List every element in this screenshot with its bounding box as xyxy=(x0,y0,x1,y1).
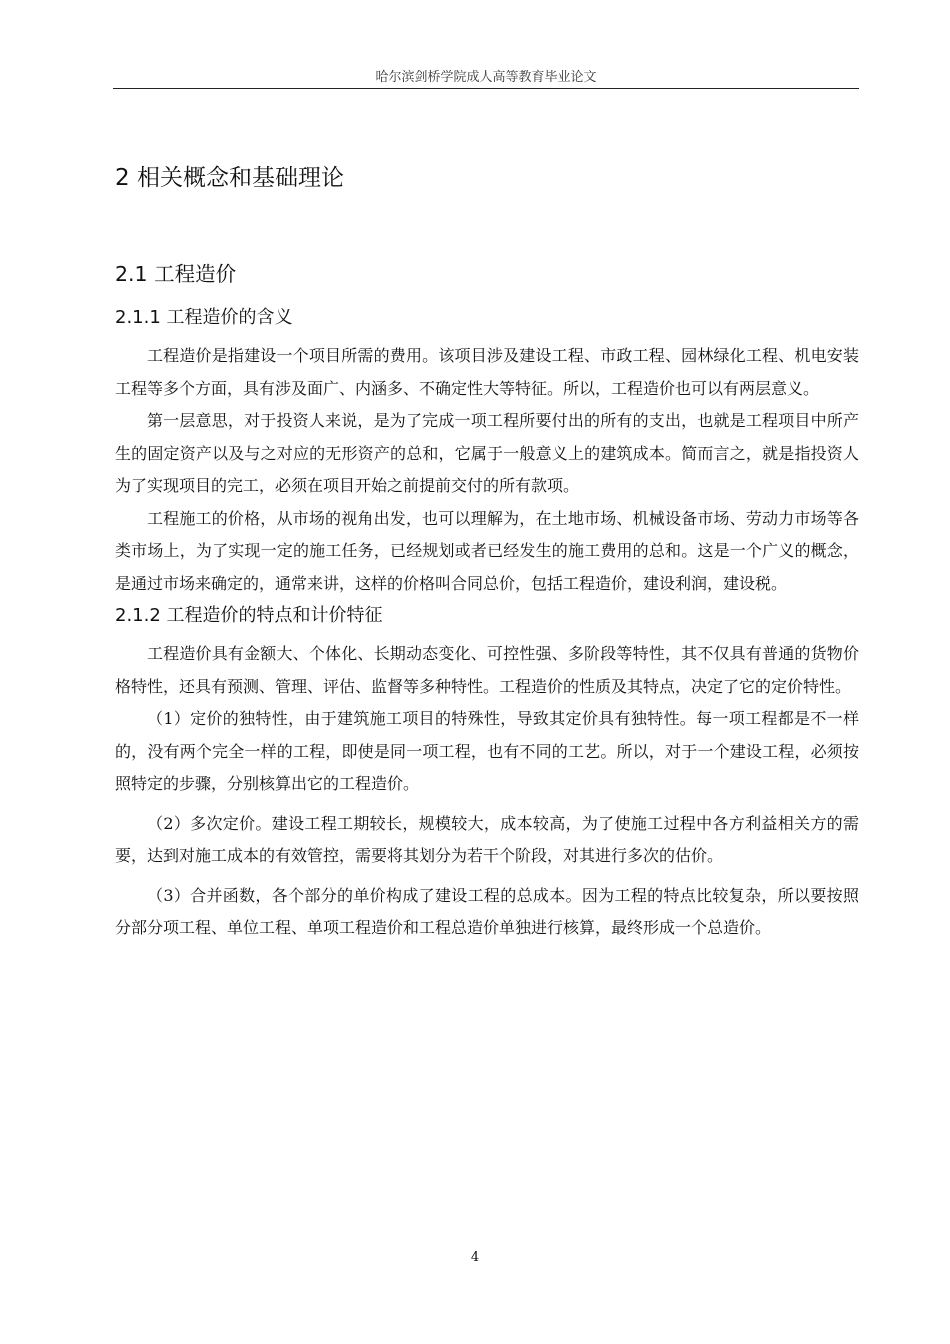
subsection-title-characteristics: 2.1.2 工程造价的特点和计价特征 xyxy=(115,605,383,626)
paragraph: 工程施工的价格，从市场的视角出发，也可以理解为，在土地市场、机械设备市场、劳动力市场等各类市场上，为了实现一定的施工任务，已经规划或者已经发生的施工费用的总和。这是一个广义的概念，是通过市场来确定的，通常来讲，这样的价格叫合同总价，包括工程造价，建设利润，建设税。 xyxy=(115,508,859,593)
list-item-paragraph: （1）定价的独特性，由于建筑施工项目的特殊性，导致其定价具有独特性。每一项工程都是不一样的，没有两个完全一样的工程，即使是同一项工程，也有不同的工艺。所以，对于一个建设工程，必须按照特定的步骤，分别核算出它的工程造价。 xyxy=(115,709,859,793)
list-item-paragraph: （3）合并函数，各个部分的单价构成了建设工程的总成本。因为工程的特点比较复杂，所以要按照分部分项工程、单位工程、单项工程造价和工程总造价单独进行核算，最终形成一个总造价。 xyxy=(115,885,859,937)
header-rule xyxy=(113,88,859,89)
subsection-title-meaning: 2.1.1 工程造价的含义 xyxy=(115,307,293,328)
section-title: 2.1 工程造价 xyxy=(115,262,237,286)
paragraph: 工程造价具有金额大、个体化、长期动态变化、可控性强、多阶段等特性，其不仅具有普通的货物价格特性，还具有预测、管理、评估、监督等多种特性。工程造价的性质及其特点，决定了它的定价特性。 xyxy=(115,644,859,696)
paragraph: 工程造价是指建设一个项目所需的费用。该项目涉及建设工程、市政工程、园林绿化工程、机电安装工程等多个方面，具有涉及面广、内涵多、不确定性大等特征。所以，工程造价也可以有两层意义。 xyxy=(115,346,859,398)
page-number: 4 xyxy=(470,1250,480,1265)
paragraph: 第一层意思，对于投资人来说，是为了完成一项工程所要付出的所有的支出，也就是工程项目中所产生的固定资产以及与之对应的无形资产的总和，它属于一般意义上的建筑成本。简而言之，就是指投资人为了实现项目的完工，必须在项目开始之前提前交付的所有款项。 xyxy=(115,411,859,495)
chapter-title: 2 相关概念和基础理论 xyxy=(115,165,344,191)
running-header: 哈尔滨剑桥学院成人高等教育毕业论文 xyxy=(375,70,597,85)
page-body xyxy=(115,156,859,945)
list-item-paragraph: （2）多次定价。建设工程工期较长，规模较大，成本较高，为了使施工过程中各方利益相关方的需要，达到对施工成本的有效管控，需要将其划分为若干个阶段，对其进行多次的估价。 xyxy=(115,813,859,865)
